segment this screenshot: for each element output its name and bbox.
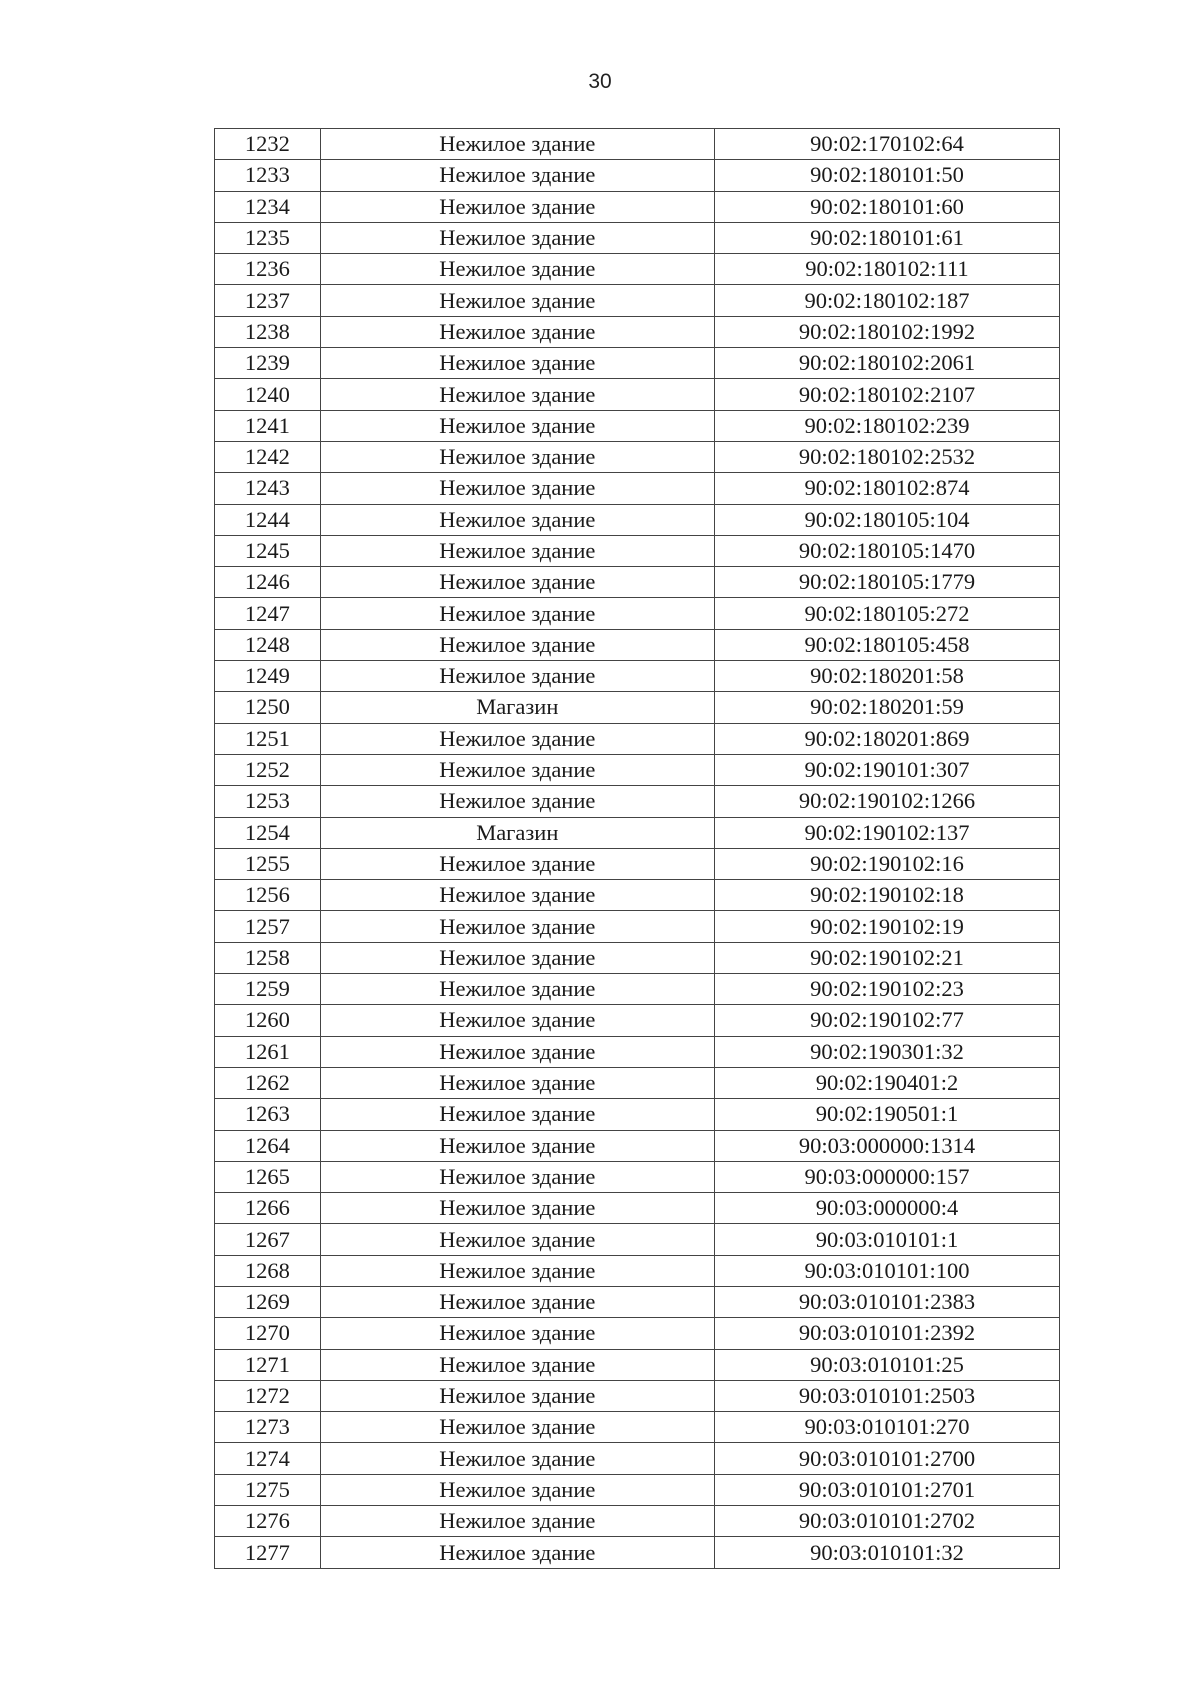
cadastral-number-cell: 90:02:190102:77 [714,1005,1059,1036]
row-number-cell: 1254 [215,817,321,848]
object-name-cell: Нежилое здание [320,1412,714,1443]
table-row [215,1380,1060,1411]
cadastral-number-cell: 90:02:180102:1992 [714,316,1059,347]
table-row [215,410,1060,441]
registry-table [214,128,1060,1569]
cadastral-number-cell: 90:03:010101:2383 [714,1286,1059,1317]
cadastral-number-cell: 90:02:180101:50 [714,160,1059,191]
row-number-cell: 1242 [215,441,321,472]
object-name-cell: Нежилое здание [320,661,714,692]
table-row [215,629,1060,660]
object-name-cell: Нежилое здание [320,1286,714,1317]
table-row [215,1099,1060,1130]
row-number-cell: 1256 [215,880,321,911]
table-row [215,160,1060,191]
cadastral-number-cell: 90:03:010101:270 [714,1412,1059,1443]
object-name-cell: Нежилое здание [320,754,714,785]
row-number-cell: 1270 [215,1318,321,1349]
object-name-cell: Нежилое здание [320,191,714,222]
cadastral-number-cell: 90:02:190501:1 [714,1099,1059,1130]
row-number-cell: 1239 [215,348,321,379]
object-name-cell: Нежилое здание [320,880,714,911]
cadastral-number-cell: 90:02:190101:307 [714,754,1059,785]
cadastral-number-cell: 90:03:010101:2700 [714,1443,1059,1474]
row-number-cell: 1274 [215,1443,321,1474]
row-number-cell: 1277 [215,1537,321,1568]
row-number-cell: 1232 [215,129,321,160]
table-row [215,974,1060,1005]
object-name-cell: Магазин [320,817,714,848]
table-row [215,1036,1060,1067]
object-name-cell: Нежилое здание [320,504,714,535]
table-row [215,1005,1060,1036]
table-row [215,535,1060,566]
row-number-cell: 1238 [215,316,321,347]
row-number-cell: 1246 [215,567,321,598]
row-number-cell: 1276 [215,1506,321,1537]
row-number-cell: 1263 [215,1099,321,1130]
object-name-cell: Нежилое здание [320,1099,714,1130]
object-name-cell: Нежилое здание [320,379,714,410]
object-name-cell: Нежилое здание [320,222,714,253]
row-number-cell: 1269 [215,1286,321,1317]
cadastral-number-cell: 90:02:180105:104 [714,504,1059,535]
table-row [215,504,1060,535]
object-name-cell: Нежилое здание [320,285,714,316]
row-number-cell: 1257 [215,911,321,942]
row-number-cell: 1248 [215,629,321,660]
cadastral-number-cell: 90:02:180201:59 [714,692,1059,723]
table-row [215,1412,1060,1443]
cadastral-number-cell: 90:02:170102:64 [714,129,1059,160]
table-row [215,1537,1060,1568]
row-number-cell: 1245 [215,535,321,566]
cadastral-number-cell: 90:03:000000:157 [714,1161,1059,1192]
object-name-cell: Нежилое здание [320,911,714,942]
object-name-cell: Нежилое здание [320,1506,714,1537]
object-name-cell: Нежилое здание [320,1318,714,1349]
object-name-cell: Нежилое здание [320,629,714,660]
cadastral-number-cell: 90:03:000000:1314 [714,1130,1059,1161]
cadastral-number-cell: 90:03:010101:25 [714,1349,1059,1380]
row-number-cell: 1244 [215,504,321,535]
row-number-cell: 1272 [215,1380,321,1411]
object-name-cell: Нежилое здание [320,1193,714,1224]
row-number-cell: 1234 [215,191,321,222]
row-number-cell: 1252 [215,754,321,785]
row-number-cell: 1253 [215,786,321,817]
table-row [215,598,1060,629]
table-row [215,254,1060,285]
row-number-cell: 1266 [215,1193,321,1224]
object-name-cell: Нежилое здание [320,942,714,973]
row-number-cell: 1251 [215,723,321,754]
object-name-cell: Нежилое здание [320,254,714,285]
object-name-cell: Нежилое здание [320,1349,714,1380]
cadastral-number-cell: 90:03:010101:2701 [714,1474,1059,1505]
table-row [215,1506,1060,1537]
cadastral-number-cell: 90:02:180201:58 [714,661,1059,692]
row-number-cell: 1262 [215,1067,321,1098]
table-row [215,817,1060,848]
table-row [215,786,1060,817]
cadastral-number-cell: 90:02:180102:111 [714,254,1059,285]
cadastral-number-cell: 90:02:190401:2 [714,1067,1059,1098]
cadastral-number-cell: 90:02:180101:60 [714,191,1059,222]
table-row [215,473,1060,504]
object-name-cell: Нежилое здание [320,160,714,191]
table-row [215,1318,1060,1349]
table-row [215,1286,1060,1317]
row-number-cell: 1267 [215,1224,321,1255]
row-number-cell: 1273 [215,1412,321,1443]
object-name-cell: Нежилое здание [320,129,714,160]
cadastral-number-cell: 90:03:010101:2503 [714,1380,1059,1411]
cadastral-number-cell: 90:03:010101:32 [714,1537,1059,1568]
object-name-cell: Нежилое здание [320,473,714,504]
page-number: 30 [588,70,612,93]
cadastral-number-cell: 90:02:180105:272 [714,598,1059,629]
object-name-cell: Нежилое здание [320,410,714,441]
object-name-cell: Магазин [320,692,714,723]
object-name-cell: Нежилое здание [320,598,714,629]
cadastral-number-cell: 90:03:010101:2392 [714,1318,1059,1349]
object-name-cell: Нежилое здание [320,1130,714,1161]
table-row [215,1224,1060,1255]
cadastral-number-cell: 90:02:180102:187 [714,285,1059,316]
table-row [215,1474,1060,1505]
table-row [215,661,1060,692]
row-number-cell: 1258 [215,942,321,973]
cadastral-number-cell: 90:02:180102:874 [714,473,1059,504]
cadastral-number-cell: 90:02:180105:458 [714,629,1059,660]
object-name-cell: Нежилое здание [320,567,714,598]
object-name-cell: Нежилое здание [320,1067,714,1098]
cadastral-number-cell: 90:02:180102:2061 [714,348,1059,379]
row-number-cell: 1259 [215,974,321,1005]
object-name-cell: Нежилое здание [320,1537,714,1568]
row-number-cell: 1261 [215,1036,321,1067]
row-number-cell: 1271 [215,1349,321,1380]
table-row [215,723,1060,754]
row-number-cell: 1247 [215,598,321,629]
object-name-cell: Нежилое здание [320,1005,714,1036]
cadastral-number-cell: 90:02:180102:239 [714,410,1059,441]
cadastral-number-cell: 90:02:190102:16 [714,848,1059,879]
object-name-cell: Нежилое здание [320,316,714,347]
object-name-cell: Нежилое здание [320,441,714,472]
object-name-cell: Нежилое здание [320,1224,714,1255]
table-row [215,880,1060,911]
registry-table-body [215,129,1060,1569]
row-number-cell: 1255 [215,848,321,879]
row-number-cell: 1243 [215,473,321,504]
object-name-cell: Нежилое здание [320,1036,714,1067]
object-name-cell: Нежилое здание [320,1161,714,1192]
object-name-cell: Нежилое здание [320,848,714,879]
table-row [215,942,1060,973]
object-name-cell: Нежилое здание [320,1255,714,1286]
row-number-cell: 1240 [215,379,321,410]
cadastral-number-cell: 90:02:190102:21 [714,942,1059,973]
cadastral-number-cell: 90:02:180102:2532 [714,441,1059,472]
object-name-cell: Нежилое здание [320,786,714,817]
table-row [215,285,1060,316]
cadastral-number-cell: 90:02:190102:137 [714,817,1059,848]
cadastral-number-cell: 90:03:010101:2702 [714,1506,1059,1537]
table-row [215,1193,1060,1224]
row-number-cell: 1241 [215,410,321,441]
table-row [215,692,1060,723]
table-row [215,1349,1060,1380]
cadastral-number-cell: 90:03:000000:4 [714,1193,1059,1224]
cadastral-number-cell: 90:02:180105:1470 [714,535,1059,566]
table-row [215,379,1060,410]
cadastral-number-cell: 90:02:190102:23 [714,974,1059,1005]
table-row [215,754,1060,785]
row-number-cell: 1250 [215,692,321,723]
table-row [215,1067,1060,1098]
cadastral-number-cell: 90:03:010101:1 [714,1224,1059,1255]
cadastral-number-cell: 90:02:180201:869 [714,723,1059,754]
table-row [215,1130,1060,1161]
row-number-cell: 1249 [215,661,321,692]
row-number-cell: 1264 [215,1130,321,1161]
object-name-cell: Нежилое здание [320,974,714,1005]
row-number-cell: 1235 [215,222,321,253]
object-name-cell: Нежилое здание [320,1380,714,1411]
cadastral-number-cell: 90:03:010101:100 [714,1255,1059,1286]
cadastral-number-cell: 90:02:190102:19 [714,911,1059,942]
table-row [215,1255,1060,1286]
row-number-cell: 1275 [215,1474,321,1505]
table-row [215,348,1060,379]
table-row [215,316,1060,347]
object-name-cell: Нежилое здание [320,1443,714,1474]
object-name-cell: Нежилое здание [320,535,714,566]
cadastral-number-cell: 90:02:180102:2107 [714,379,1059,410]
table-row [215,848,1060,879]
cadastral-number-cell: 90:02:180101:61 [714,222,1059,253]
table-row [215,911,1060,942]
table-row [215,1161,1060,1192]
row-number-cell: 1233 [215,160,321,191]
row-number-cell: 1237 [215,285,321,316]
cadastral-number-cell: 90:02:190102:18 [714,880,1059,911]
table-row [215,191,1060,222]
row-number-cell: 1236 [215,254,321,285]
table-row [215,441,1060,472]
table-row [215,222,1060,253]
cadastral-number-cell: 90:02:190301:32 [714,1036,1059,1067]
table-row [215,567,1060,598]
table-row [215,129,1060,160]
table-row [215,1443,1060,1474]
row-number-cell: 1265 [215,1161,321,1192]
cadastral-number-cell: 90:02:190102:1266 [714,786,1059,817]
row-number-cell: 1268 [215,1255,321,1286]
object-name-cell: Нежилое здание [320,723,714,754]
object-name-cell: Нежилое здание [320,1474,714,1505]
cadastral-number-cell: 90:02:180105:1779 [714,567,1059,598]
row-number-cell: 1260 [215,1005,321,1036]
object-name-cell: Нежилое здание [320,348,714,379]
